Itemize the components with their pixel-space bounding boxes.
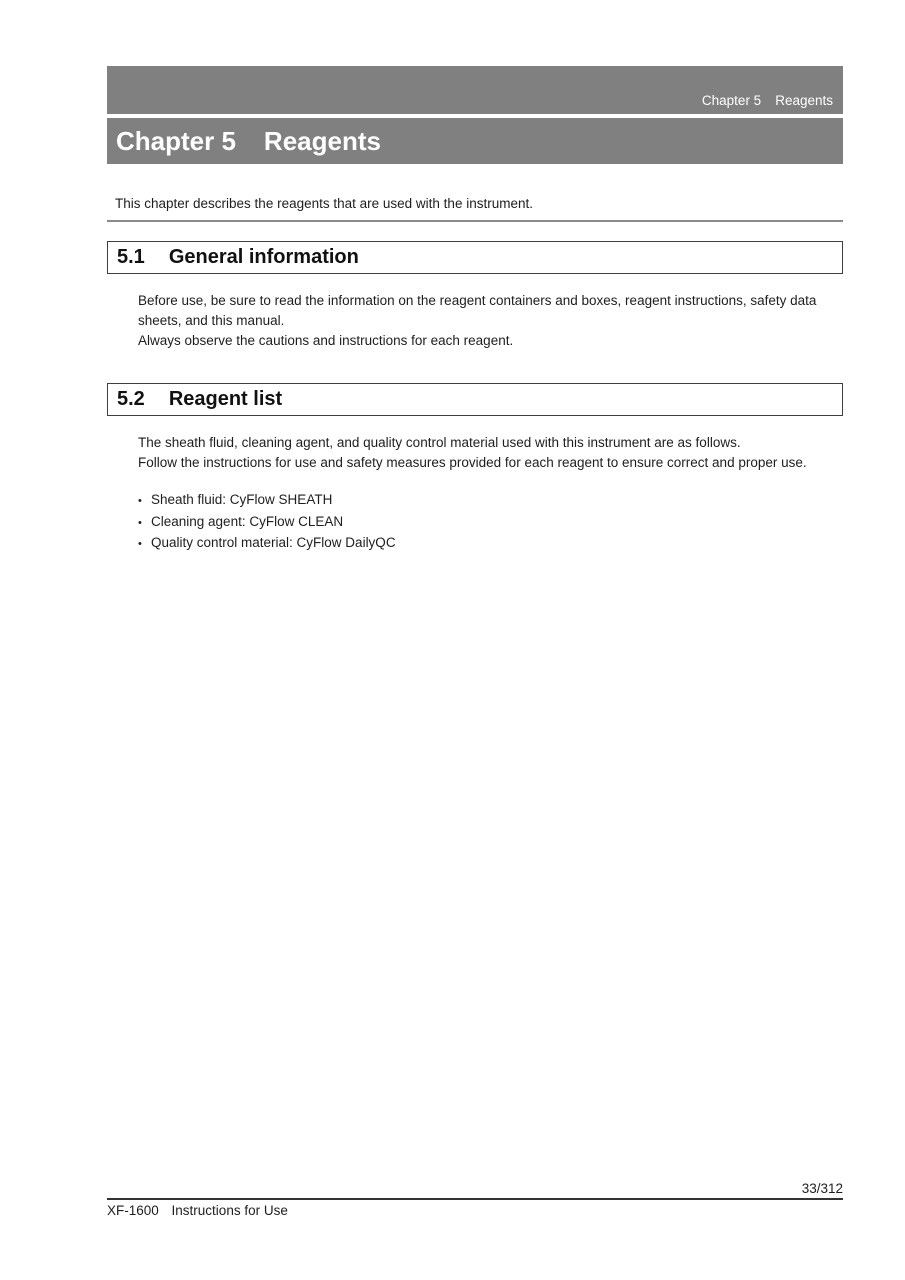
running-header-chapter-name: Reagents [775,93,833,108]
list-item-text: Quality control material: CyFlow DailyQC [151,535,396,550]
list-item-text: Sheath fluid: CyFlow SHEATH [151,492,333,507]
bullet-icon: • [138,495,142,507]
running-header-band [107,66,843,114]
section-number: 5.1 [117,246,145,268]
page-number: 33/312 [801,1181,843,1196]
running-header-chapter-label: Chapter 5 [701,93,762,108]
footer-document-title [107,1203,843,1218]
section-header-5-1 [107,241,843,274]
bullet-icon: • [138,538,142,550]
footer-doc-name: Instructions for Use [171,1203,288,1218]
paragraph: Always observe the cautions and instructions for each reagent. [138,333,514,348]
chapter-title-bar [107,118,843,164]
list-item [138,512,836,534]
section-header-5-2 [107,383,843,416]
list-item [138,533,836,555]
section-5-2-body [138,433,836,473]
chapter-intro-text: This chapter describes the reagents that are used with the instrument. [115,196,533,211]
bullet-icon: • [138,516,142,529]
footer-model: XF-1600 [107,1203,159,1218]
reagent-list [138,490,836,555]
paragraph: Before use, be sure to read the information on the reagent containers and boxes, reagent instructions, safety data sheets, and this manual. [138,293,817,328]
section-title: General information [168,246,359,268]
list-item [138,490,836,512]
paragraph: The sheath fluid, cleaning agent, and quality control material used with this instrument are as follows. [138,435,741,450]
intro-divider [107,220,843,222]
section-5-1-body [138,291,836,351]
paragraph: Follow the instructions for use and safety measures provided for each reagent to ensure correct and proper use. [138,455,807,470]
section-number: 5.2 [117,388,145,410]
section-title: Reagent list [168,388,283,410]
footer-divider [107,1198,843,1200]
list-item-text: Cleaning agent: CyFlow CLEAN [151,513,344,529]
chapter-title-name: Reagents [263,125,381,156]
chapter-title-label: Chapter 5 [116,125,236,156]
